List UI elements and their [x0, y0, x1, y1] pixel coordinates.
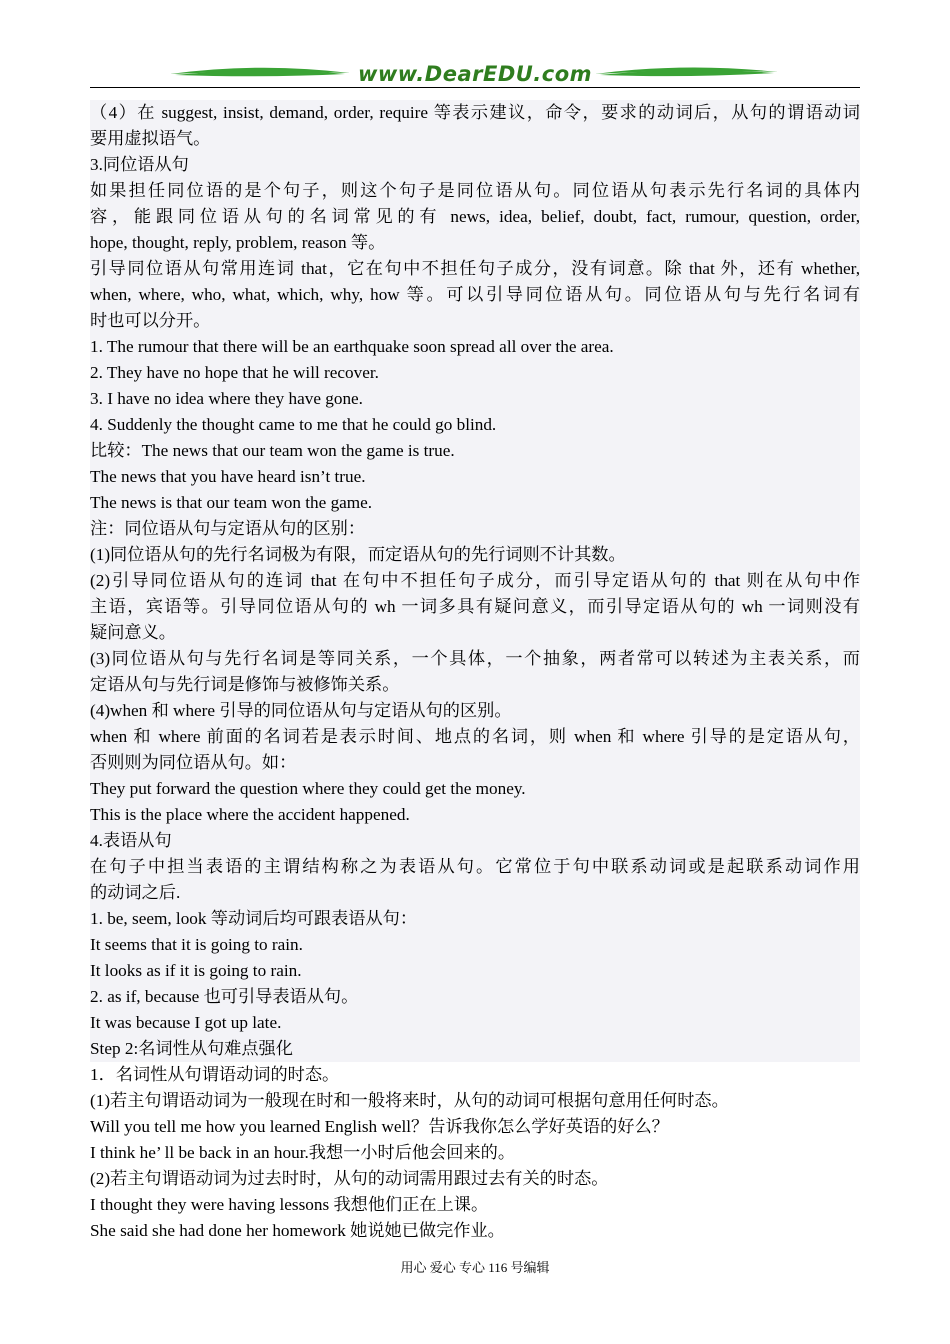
text-line: 否则则为同位语从句。如：	[90, 753, 297, 772]
text-line: 疑问意义。	[90, 623, 176, 642]
example-sentence: It seems that it is going to rain.	[90, 935, 303, 954]
text-line: （4）在 suggest, insist, demand, order, require 等表示建议，命令，要求的动词后，从句的谓语动词	[90, 103, 860, 122]
document-body	[90, 100, 860, 1244]
text-line: (2)若主句谓语动词为过去时时，从句的动词需用跟过去有关的时态。	[90, 1169, 609, 1188]
text-line: 引导同位语从句常用连词 that，它在句中不担任句子成分，没有词意。除 that 外，还有 whether,	[90, 259, 860, 278]
text-line: hope, thought, reply, problem, reason 等。	[90, 233, 386, 252]
example-sentence: 4. Suddenly the thought came to me that he could go blind.	[90, 415, 497, 434]
page-footer: 用心 爱心 专心 116 号编辑	[400, 1260, 550, 1275]
text-line: 2. as if, because 也可引导表语从句。	[90, 987, 359, 1006]
site-logo-text: www.DearEDU.com	[357, 62, 593, 86]
example-sentence: I think he’ ll be back in an hour.我想一小时后他会回来的。	[90, 1143, 516, 1162]
text-line: 如果担任同位语的是个句子，则这个句子是同位语从句。同位语从句表示先行名词的具体内	[90, 181, 860, 200]
text-line: 的动词之后.	[90, 883, 181, 902]
text-line: 1．名词性从句谓语动词的时态。	[90, 1065, 340, 1084]
example-sentence: 1. The rumour that there will be an earthquake soon spread all over the area.	[90, 337, 614, 356]
text-line: 时也可以分开。	[90, 311, 211, 330]
text-line: (4)when 和 where 引导的同位语从句与定语从句的区别。	[90, 701, 512, 720]
example-sentence: The news that you have heard isn’t true.	[90, 467, 366, 486]
section-heading: Step 2:名词性从句难点强化	[90, 1039, 293, 1058]
section-heading: 4.表语从句	[90, 831, 172, 850]
example-sentence: It was because I got up late.	[90, 1013, 282, 1032]
example-sentence: I thought they were having lessons 我想他们正在上课。	[90, 1195, 489, 1214]
page-header	[90, 60, 860, 90]
example-sentence: It looks as if it is going to rain.	[90, 961, 302, 980]
text-line: when 和 where 前面的名词若是表示时间、地点的名词，则 when 和 where 引导的是定语从句，	[90, 727, 860, 746]
text-line: (1)若主句谓语动词为一般现在时和一般将来时，从句的动词可根据句意用任何时态。	[90, 1091, 729, 1110]
text-line: 比较：The news that our team won the game is true.	[90, 441, 455, 460]
text-line: (2)引导同位语从句的连词 that 在句中不担任句子成分，而引导定语从句的 that 则在从句中作	[90, 571, 860, 590]
example-sentence: They put forward the question where they could get the money.	[90, 779, 526, 798]
example-sentence: 2. They have no hope that he will recover.	[90, 363, 379, 382]
text-line: (3)同位语从句与先行名词是等同关系，一个具体，一个抽象，两者常可以转述为主表关系，而	[90, 649, 860, 668]
text-line: 主语，宾语等。引导同位语从句的 wh 一词多具有疑问意义，而引导定语从句的 wh 一词则没有	[90, 597, 860, 616]
example-sentence: This is the place where the accident happened.	[90, 805, 410, 824]
example-sentence: 3. I have no idea where they have gone.	[90, 389, 363, 408]
text-line: when, where, who, what, which, why, how 等。可以引导同位语从句。同位语从句与先行名词有	[90, 285, 860, 304]
example-sentence: Will you tell me how you learned English well？告诉我你怎么学好英语的好么？	[90, 1117, 669, 1136]
text-line: 容，能跟同位语从句的名词常见的有 news, idea, belief, doubt, fact, rumour, question, order,	[90, 207, 860, 226]
header-divider	[90, 87, 860, 88]
section-heading: 3.同位语从句	[90, 155, 189, 174]
text-line: 定语从句与先行词是修饰与被修饰关系。	[90, 675, 400, 694]
text-line: 要用虚拟语气。	[90, 129, 211, 148]
example-sentence: She said she had done her homework 她说她已做完作业。	[90, 1221, 505, 1240]
text-line: 注：同位语从句与定语从句的区别：	[90, 519, 366, 538]
example-sentence: The news is that our team won the game.	[90, 493, 373, 512]
text-line: 在句子中担当表语的主谓结构称之为表语从句。它常位于句中联系动词或是起联系动词作用	[90, 857, 860, 876]
text-line: 1. be, seem, look 等动词后均可跟表语从句：	[90, 909, 418, 928]
text-line: (1)同位语从句的先行名词极为有限，而定语从句的先行词则不计其数。	[90, 545, 626, 564]
